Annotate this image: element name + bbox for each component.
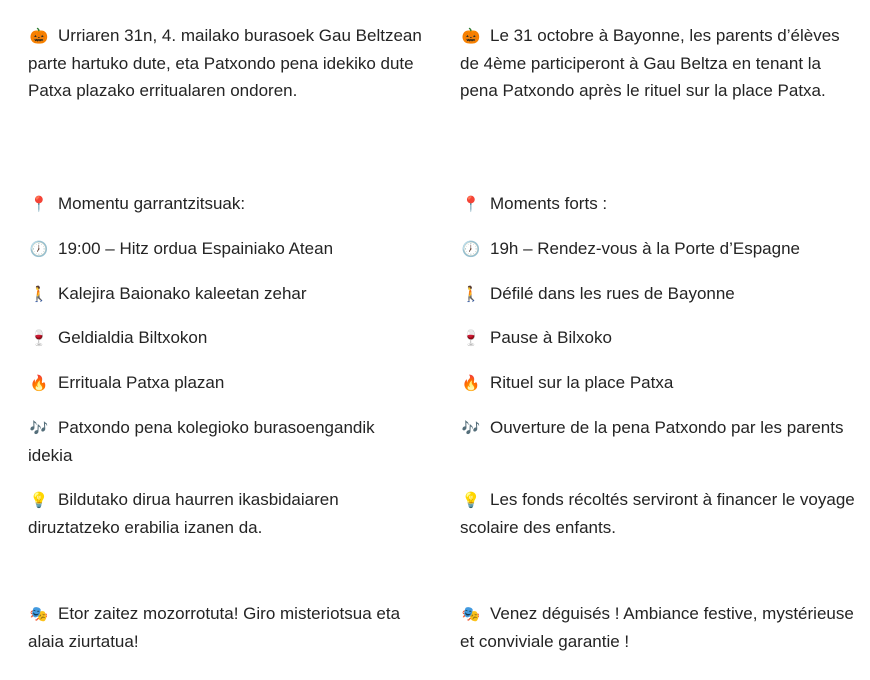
highlights-title: 📍 Momentu garrantzitsuak:	[28, 190, 423, 218]
pumpkin-icon: 🎃	[29, 28, 49, 45]
list-item: 🍷 Pause à Bilxoko	[460, 324, 855, 352]
closing-paragraph: 🎭 Etor zaitez mozorrotuta! Giro misteriotsua eta alaia ziurtatua!	[28, 600, 423, 655]
light-bulb-icon: 💡	[461, 492, 481, 509]
walking-person-icon: 🚶	[29, 286, 49, 303]
theater-masks-icon: 🎭	[29, 606, 49, 623]
list-item: 🔥 Erritualа Patxa plazan	[28, 369, 423, 397]
walking-person-icon: 🚶	[461, 286, 481, 303]
highlights-title: 📍 Moments forts :	[460, 190, 855, 218]
light-bulb-icon: 💡	[29, 492, 49, 509]
wine-glass-icon: 🍷	[461, 330, 481, 347]
list-item: 💡 Les fonds récoltés serviront à financer le voyage scolaire des enfants.	[460, 486, 855, 541]
list-item: 🍷 Geldialdia Biltxokon	[28, 324, 423, 352]
list-item: 🔥 Rituel sur la place Patxa	[460, 369, 855, 397]
clock-icon: 🕖	[461, 241, 481, 258]
pushpin-icon: 📍	[461, 196, 481, 213]
list-item: 🕖 19:00 – Hitz ordua Espainiako Atean	[28, 235, 423, 263]
intro-paragraph: 🎃 Urriaren 31n, 4. mailako burasoek Gau Beltzean parte hartuko dute, eta Patxondo pena idekiko dute Patxa plazako erritualaren ondoren.	[28, 22, 423, 104]
music-notes-icon: 🎶	[29, 420, 49, 437]
fire-icon: 🔥	[461, 375, 481, 392]
clock-icon: 🕖	[29, 241, 49, 258]
fire-icon: 🔥	[29, 375, 49, 392]
theater-masks-icon: 🎭	[461, 606, 481, 623]
pushpin-icon: 📍	[29, 196, 49, 213]
list-item: 🚶 Kalejira Baionako kaleetan zehar	[28, 280, 423, 308]
list-item: 🎶 Patxondo pena kolegioko burasoengandik idekia	[28, 414, 423, 469]
closing-paragraph: 🎭 Venez déguisés ! Ambiance festive, mystérieuse et conviviale garantie !	[460, 600, 855, 655]
wine-glass-icon: 🍷	[29, 330, 49, 347]
list-item: 💡 Bildutako dirua haurren ikasbidaiaren diruztatzeko erabilia izanen da.	[28, 486, 423, 541]
list-item: 🎶 Ouverture de la pena Patxondo par les parents	[460, 414, 855, 442]
list-item: 🕖 19h – Rendez-vous à la Porte d’Espagne	[460, 235, 855, 263]
list-item: 🚶 Défilé dans les rues de Bayonne	[460, 280, 855, 308]
intro-paragraph: 🎃 Le 31 octobre à Bayonne, les parents d’élèves de 4ème participeront à Gau Beltza en tenant la pena Patxondo après le rituel sur la place Patxa.	[460, 22, 855, 104]
pumpkin-icon: 🎃	[461, 28, 481, 45]
music-notes-icon: 🎶	[461, 420, 481, 437]
